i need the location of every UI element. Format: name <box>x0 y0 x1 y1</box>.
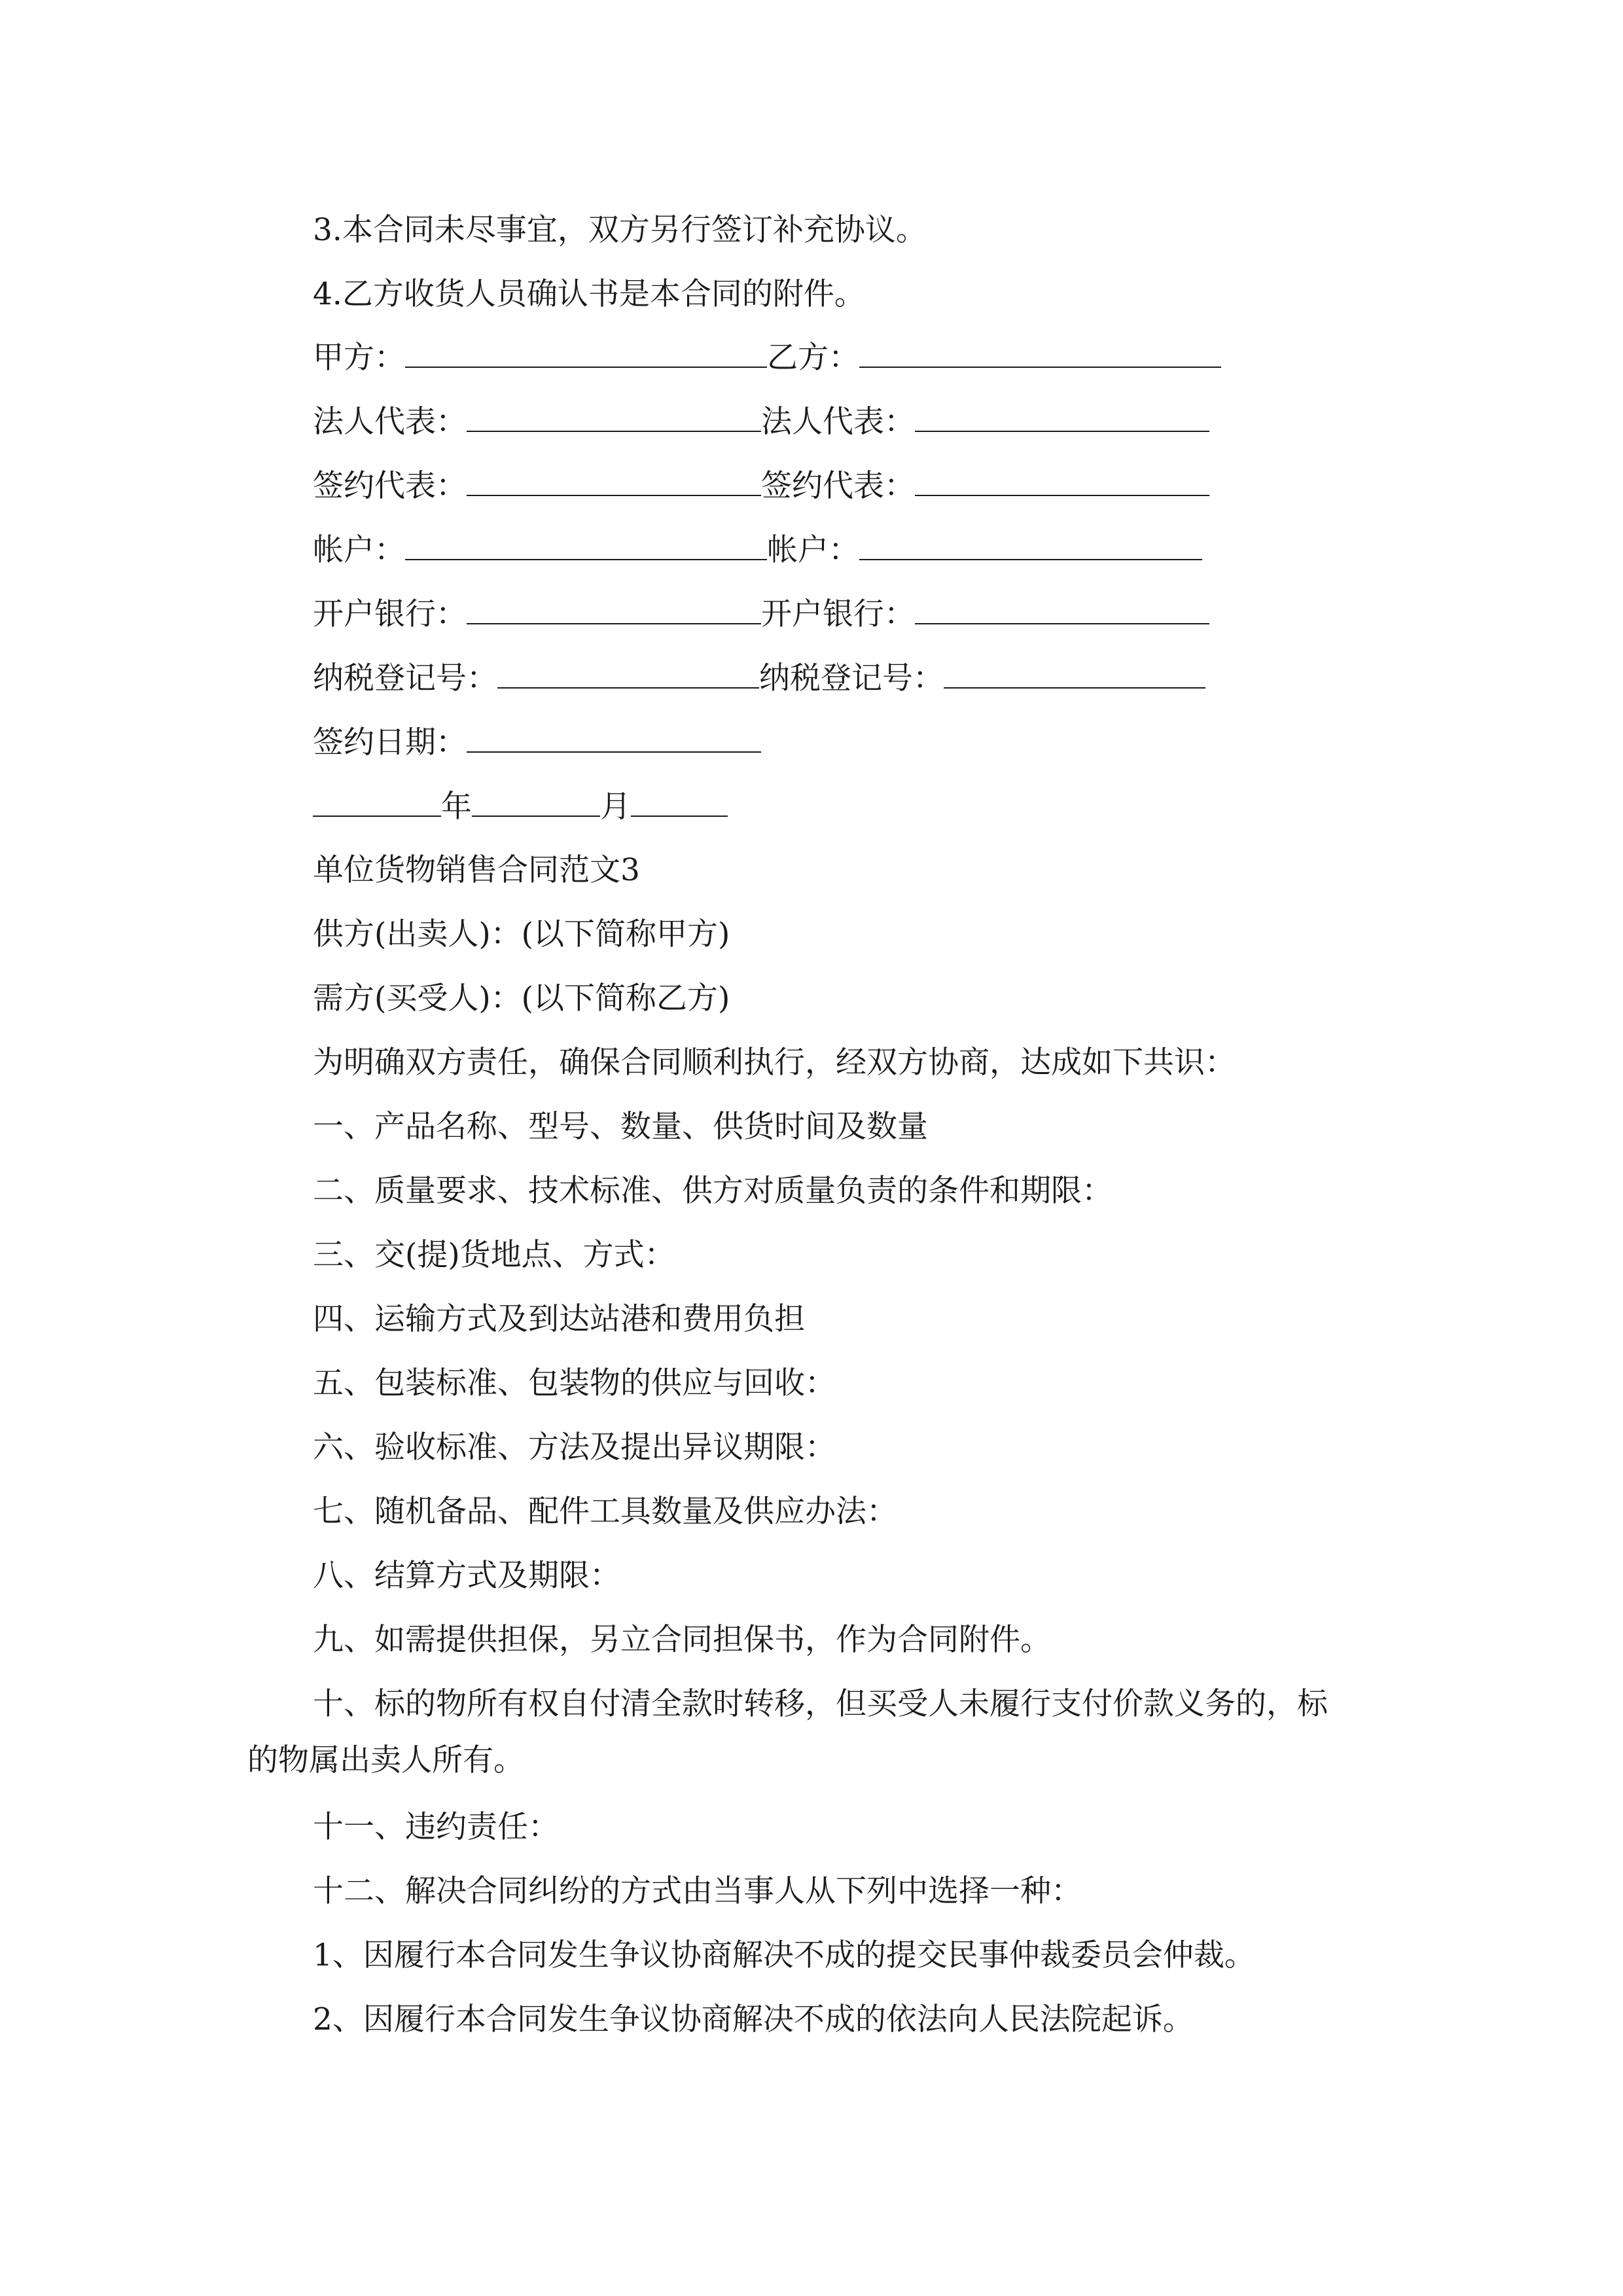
section-10-line2: 的物属出卖人所有。 <box>247 1742 524 1778</box>
section-8: 八、结算方式及期限： <box>313 1558 620 1594</box>
bank-b-label: 开户银行： <box>761 596 915 632</box>
section-12: 十二、解决合同纠纷的方式由当事人从下列中选择一种： <box>313 1873 1082 1909</box>
sig-row-tax <box>313 658 1205 698</box>
sig-row-sign-rep <box>313 466 1209 506</box>
section-7: 七、随机备品、配件工具数量及供应办法： <box>313 1494 897 1530</box>
bank-b-blank[interactable] <box>915 594 1209 624</box>
month-blank[interactable] <box>472 787 600 817</box>
tax-b-blank[interactable] <box>944 658 1205 689</box>
sign-rep-a-label: 签约代表： <box>313 468 467 504</box>
sign-rep-b-blank[interactable] <box>915 466 1209 496</box>
legal-rep-b-label: 法人代表： <box>761 404 915 440</box>
section-10-line1: 十、标的物所有权自付清全款时转移，但买受人未履行支付价款义务的，标 <box>313 1686 1328 1722</box>
party-b-label: 乙方： <box>767 340 859 376</box>
section-9: 九、如需提供担保，另立合同担保书，作为合同附件。 <box>313 1622 1051 1658</box>
party-a-blank[interactable] <box>405 338 767 368</box>
sig-row-bank <box>313 594 1209 634</box>
account-b-blank[interactable] <box>859 530 1202 560</box>
account-b-label: 帐户： <box>767 532 859 568</box>
tax-a-label: 纳税登记号： <box>313 660 497 696</box>
contract-title-3: 单位货物销售合同范文3 <box>313 852 640 888</box>
sig-row-legal-rep <box>313 402 1209 442</box>
day-blank[interactable] <box>631 787 728 817</box>
section-3: 三、交(提)货地点、方式： <box>313 1237 675 1273</box>
intro-line: 为明确双方责任，确保合同顺利执行，经双方协商，达成如下共识： <box>313 1045 1236 1081</box>
legal-rep-a-label: 法人代表： <box>313 404 467 440</box>
sign-date-label: 签约日期： <box>313 725 467 761</box>
seller-line: 供方(出卖人)：(以下简称甲方) <box>313 916 730 952</box>
clause-3: 3.本合同未尽事宜，双方另行签订补充协议。 <box>313 212 927 248</box>
section-5: 五、包装标准、包装物的供应与回收： <box>313 1365 836 1401</box>
party-b-blank[interactable] <box>859 338 1221 368</box>
sig-row-date <box>313 723 761 762</box>
section-6: 六、验收标准、方法及提出异议期限： <box>313 1429 836 1465</box>
party-a-label: 甲方： <box>313 340 405 376</box>
sig-row-account <box>313 530 1202 570</box>
sign-rep-a-blank[interactable] <box>467 466 761 496</box>
bank-a-label: 开户银行： <box>313 596 467 632</box>
clause-4: 4.乙方收货人员确认书是本合同的附件。 <box>313 276 865 312</box>
sign-rep-b-label: 签约代表： <box>761 468 915 504</box>
option-1: 1、因履行本合同发生争议协商解决不成的提交民事仲裁委员会仲裁。 <box>313 1937 1255 1973</box>
bank-a-blank[interactable] <box>467 594 761 624</box>
legal-rep-b-blank[interactable] <box>915 402 1209 432</box>
sig-row-party <box>313 338 1221 378</box>
account-a-label: 帐户： <box>313 532 405 568</box>
account-a-blank[interactable] <box>405 530 767 560</box>
buyer-line: 需方(买受人)：(以下简称乙方) <box>313 980 730 1016</box>
legal-rep-a-blank[interactable] <box>467 402 761 432</box>
sign-date-blank[interactable] <box>467 723 761 753</box>
tax-a-blank[interactable] <box>497 658 759 689</box>
section-11: 十一、违约责任： <box>313 1809 559 1845</box>
section-1: 一、产品名称、型号、数量、供货时间及数量 <box>313 1109 928 1145</box>
year-label: 年 <box>441 789 472 825</box>
month-label: 月 <box>600 789 631 825</box>
tax-b-label: 纳税登记号： <box>759 660 944 696</box>
section-2: 二、质量要求、技术标准、供方对质量负责的条件和期限： <box>313 1173 1113 1209</box>
section-4: 四、运输方式及到达站港和费用负担 <box>313 1301 805 1337</box>
year-blank[interactable] <box>313 787 441 817</box>
option-2: 2、因履行本合同发生争议协商解决不成的依法向人民法院起诉。 <box>313 2001 1194 2037</box>
date-year-month-row <box>313 787 728 827</box>
